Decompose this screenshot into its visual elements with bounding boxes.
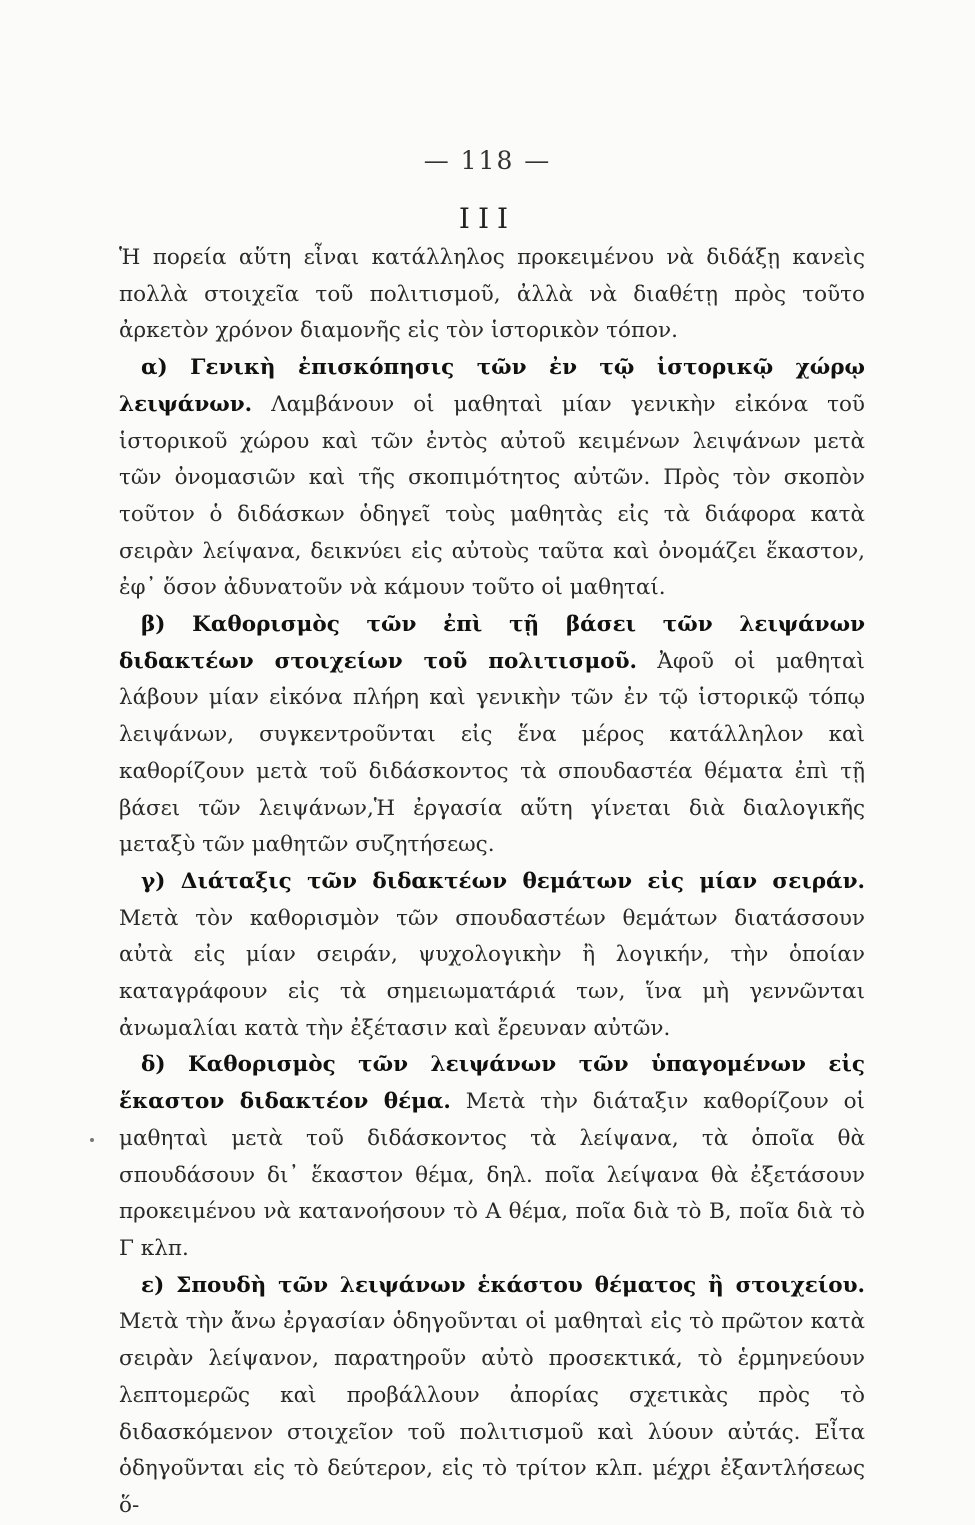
paragraph-text: Μετὰ τὴν διάταξιν καθορίζουν οἱ μαθηταὶ μετὰ τοῦ διδάσκοντος τὰ λείψανα, τὰ ὁποῖα θὰ σπουδάσουν δι᾽ ἕκαστον θέμα, δηλ. ποῖα λείψανα θὰ ἐξετάσουν προκειμένου νὰ κατανοήσουν τὸ Α θέμα, ποῖα διὰ τὸ Β, ποῖα διὰ τὸ Γ κλπ. xyxy=(119,1089,865,1261)
paragraph-text: Ἀφοῦ οἱ μαθηταὶ λάβουν μίαν εἰκόνα πλήρη καὶ γενικὴν τῶν ἐν τῷ ἱστορικῷ τόπῳ λειψάνων, συγκεντροῦνται εἰς ἕνα μέρος κατάλληλον καὶ καθορίζουν μετὰ τοῦ διδάσκοντος τὰ σπουδαστέα θέματα ἐπὶ τῇ βάσει τῶν λειψάνων,Ἡ ἐργασία αὕτη γίνεται διὰ διαλογικῆς μεταξὺ τῶν μαθητῶν συζητήσεως. xyxy=(119,648,865,858)
paragraph-heading: γ) Διάταξις τῶν διδακτέων θεμάτων εἰς μίαν σειράν. xyxy=(141,868,865,894)
paragraph-d xyxy=(119,1047,865,1267)
paragraph-heading: ε) Σπουδὴ τῶν λειψάνων ἑκάστου θέματος ἢ στοιχείου. xyxy=(141,1272,865,1298)
paragraph-heading: β) Καθορισμὸς τῶν ἐπὶ τῇ βάσει τῶν λειψάνων διδακτέων στοιχείων τοῦ πολιτισμοῦ. xyxy=(119,612,865,674)
paragraph-heading: α) Γενικὴ ἐπισκόπησις τῶν ἐν τῷ ἱστορικῷ χώρῳ λειψάνων. xyxy=(119,355,865,417)
paragraph-a xyxy=(119,350,865,607)
paragraph-e xyxy=(119,1268,865,1525)
section-numeral: III xyxy=(458,202,517,235)
page-number: — 118 — xyxy=(423,146,552,175)
paragraph-text: Μετὰ τὴν ἄνω ἐργασίαν ὁδηγοῦνται οἱ μαθηταὶ εἰς τὸ πρῶτον κατὰ σειρὰν λείψανον, παρατηροῦν αὐτὸ προσεκτικά, τὸ ἑρμηνεύουν λεπτομερῶς καὶ προβάλλουν ἀπορίας σχετικὰς πρὸς τὸ διδασκόμενον στοιχεῖον τοῦ πολιτισμοῦ καὶ λύουν αὐτάς. Εἶτα ὁδηγοῦνται εἰς τὸ δεύτερον, εἰς τὸ τρίτον κλπ. μέχρι ἐξαντλήσεως ὅ- xyxy=(119,1309,865,1518)
paragraph-text: Ἡ πορεία αὕτη εἶναι κατάλληλος προκειμένου νὰ διδάξῃ κανεὶς πολλὰ στοιχεῖα τοῦ πολιτισμοῦ, ἀλλὰ νὰ διαθέτῃ πρὸς τοῦτο ἀρκετὸν χρόνον διαμονῆς εἰς τὸν ἱστορικὸν τόπον. xyxy=(119,245,865,344)
paragraph-text: Μετὰ τὸν καθορισμὸν τῶν σπουδαστέων θεμάτων διατάσσουν αὐτὰ εἰς μίαν σειράν, ψυχολογικὴν ἢ λογικήν, τὴν ὁποίαν καταγράφουν εἰς τὰ σημειωματάριά των, ἵνα μὴ γεννῶνται ἀνωμαλίαι κατὰ τὴν ἐξέτασιν καὶ ἔρευναν αὐτῶν. xyxy=(119,905,865,1041)
paragraph-c xyxy=(119,864,865,1048)
paragraph-intro xyxy=(119,240,865,350)
ink-speck xyxy=(90,1138,94,1142)
paragraph-heading: δ) Καθορισμὸς τῶν λειψάνων τῶν ὑπαγομένων εἰς ἕκαστον διδακτέον θέμα. xyxy=(119,1052,865,1115)
paragraph-text: Λαμβάνουν οἱ μαθηταὶ μίαν γενικὴν εἰκόνα τοῦ ἱστορικοῦ χώρου καὶ τῶν ἐντὸς αὐτοῦ κειμένων λειψάνων μετὰ τῶν ὀνομασιῶν καὶ τῆς σκοπιμότητος αὐτῶν. Πρὸς τὸν σκοπὸν τοῦτον ὁ διδάσκων ὁδηγεῖ τοὺς μαθητὰς εἰς τὰ διάφορα κατὰ σειρὰν λείψανα, δεικνύει εἰς αὐτοὺς ταῦτα καὶ ὀνομάζει ἕκαστον, ἐφ᾽ ὅσον ἀδυνατοῦν νὰ κάμουν τοῦτο οἱ μαθηταί. xyxy=(119,391,865,601)
paragraph-b xyxy=(119,607,865,864)
body-text xyxy=(119,240,865,1525)
